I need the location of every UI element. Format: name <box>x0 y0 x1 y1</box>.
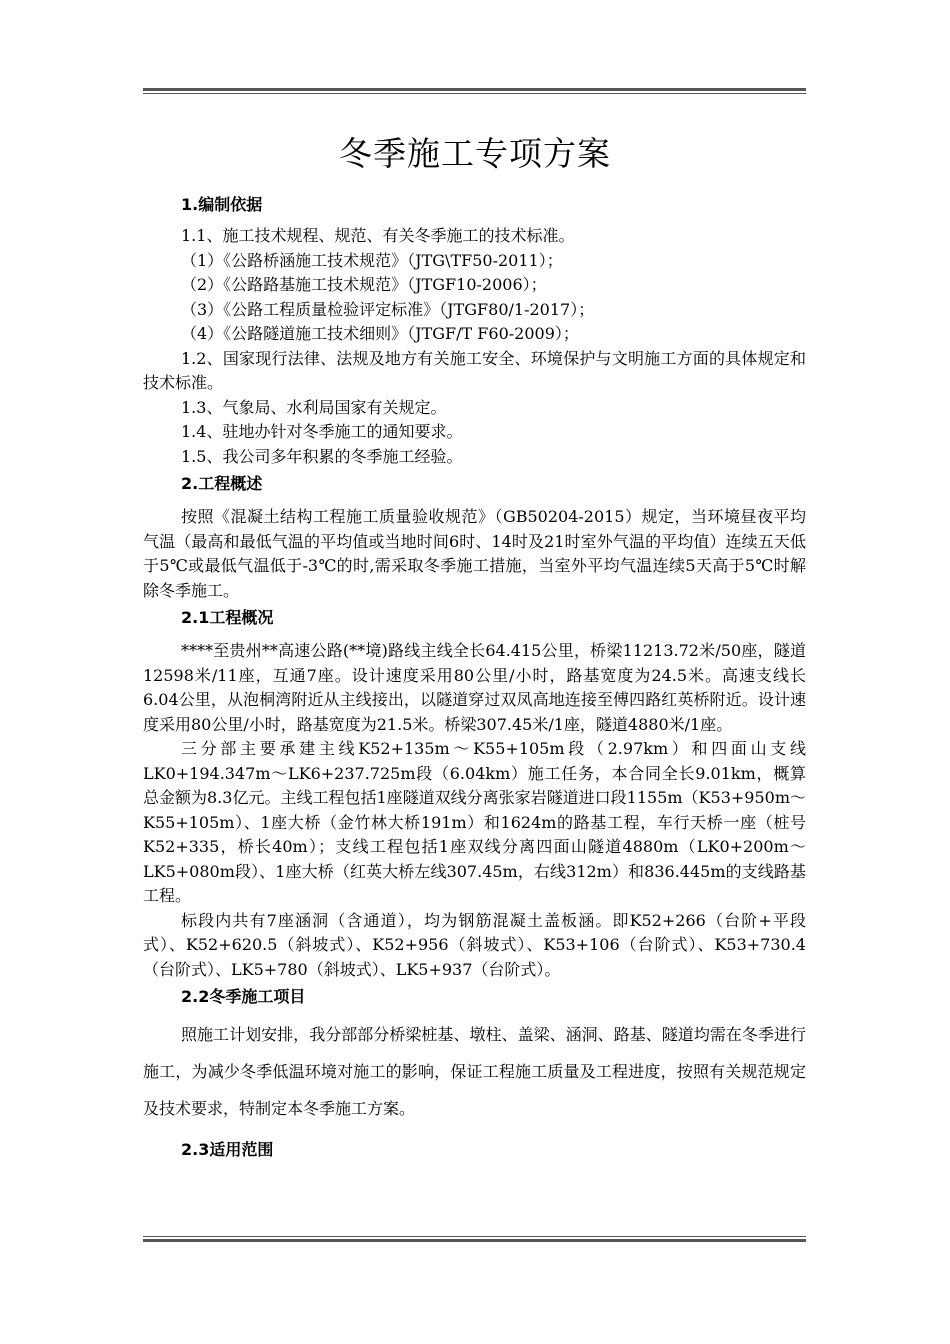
overview-paragraph: 按照《混凝土结构工程施工质量验收规范》（GB50204-2015）规定，当环境昼夜平均气温（最高和最低气温的平均值或当地时间6时、14时及21时室外气温的平均值）连续五天低于5℃或最低气温低于-3℃的时,需采取冬季施工措施，当室外平均气温连续5天高于5℃时解除冬季施工。 <box>143 507 806 600</box>
basis-item: （4）《公路隧道施工技术细则》（JTGF/T F60-2009）； <box>181 324 579 343</box>
basis-item: （3）《公路工程质量检验评定标准》（JTGF80/1-2017）； <box>181 299 595 319</box>
basis-paragraph: 1.2、国家现行法律、法规及地方有关施工安全、环境保护与文明施工方面的具体规定和技术标准。 <box>143 348 806 392</box>
basis-item: （2）《公路路基施工技术规范》（JTGF10-2006）； <box>181 275 547 294</box>
section-heading-2-2: 2.2冬季施工项目 <box>181 987 306 1006</box>
header-rule <box>143 88 806 94</box>
project-paragraph: 标段内共有7座涵洞（含通道），均为钢筋混凝土盖板涵。即K52+266（台阶+平段式）、K52+620.5（斜坡式）、K52+956（斜坡式）、K53+106（台阶式）、K53+730.4（台阶式）、LK5+780（斜坡式）、LK5+937（台阶式）。 <box>143 910 806 979</box>
section-heading-2-3: 2.3适用范围 <box>181 1140 274 1159</box>
basis-item: 1.3、气象局、水利局国家有关规定。 <box>181 397 447 417</box>
footer-rule <box>143 1236 806 1242</box>
section-heading-2: 2.工程概述 <box>181 474 263 493</box>
document-title: 冬季施工专项方案 <box>339 134 611 173</box>
basis-item: 1.5、我公司多年积累的冬季施工经验。 <box>181 446 463 466</box>
basis-item: （1）《公路桥涵施工技术规范》（JTG\TF50-2011）； <box>181 250 563 270</box>
document-body <box>143 190 806 1165</box>
project-paragraph: 三分部主要承建主线K52+135m～K55+105m段（2.97km）和四面山支线LK0+194.347m～LK6+237.725m段（6.04km）施工任务，本合同全长9.01km，概算总金额为8.3亿元。主线工程包括1座隧道双线分离张家岩隧道进口段1155m（K53+950m～K55+105m）、1座大桥（金竹林大桥191m）和1624m的路基工程，车行天桥一座（桩号K52+335，桥长40m）；支线工程包括1座双线分离四面山隧道4880m（LK0+200m～LK5+080m段）、1座大桥（红英大桥左线307.45m，右线312m）和836.445m的支线路基工程。 <box>143 739 806 905</box>
section-heading-1: 1.编制依据 <box>181 195 263 214</box>
project-paragraph: ****至贵州**高速公路(**境)路线主线全长64.415公里，桥梁11213.72米/50座，隧道12598米/11座，互通7座。设计速度采用80公里/小时，路基宽度为24.5米。高速支线长6.04公里，从泡桐湾附近从主线接出，以隧道穿过双凤高地连接至傅四路红英桥附近。设计速度采用80公里/小时，路基宽度为21.5米。桥梁307.45米/1座，隧道4880米/1座。 <box>143 641 806 734</box>
section-heading-2-1: 2.1工程概况 <box>181 608 274 627</box>
basis-item: 1.1、施工技术规程、规范、有关冬季施工的技术标准。 <box>181 226 575 245</box>
winter-items-paragraph: 照施工计划安排，我分部部分桥梁桩基、墩柱、盖梁、涵洞、路基、隧道均需在冬季进行施工，为减少冬季低温环境对施工的影响，保证工程施工质量及工程进度，按照有关规范规定及技术要求，特制定本冬季施工方案。 <box>143 1025 806 1118</box>
basis-item: 1.4、驻地办针对冬季施工的通知要求。 <box>181 422 463 441</box>
